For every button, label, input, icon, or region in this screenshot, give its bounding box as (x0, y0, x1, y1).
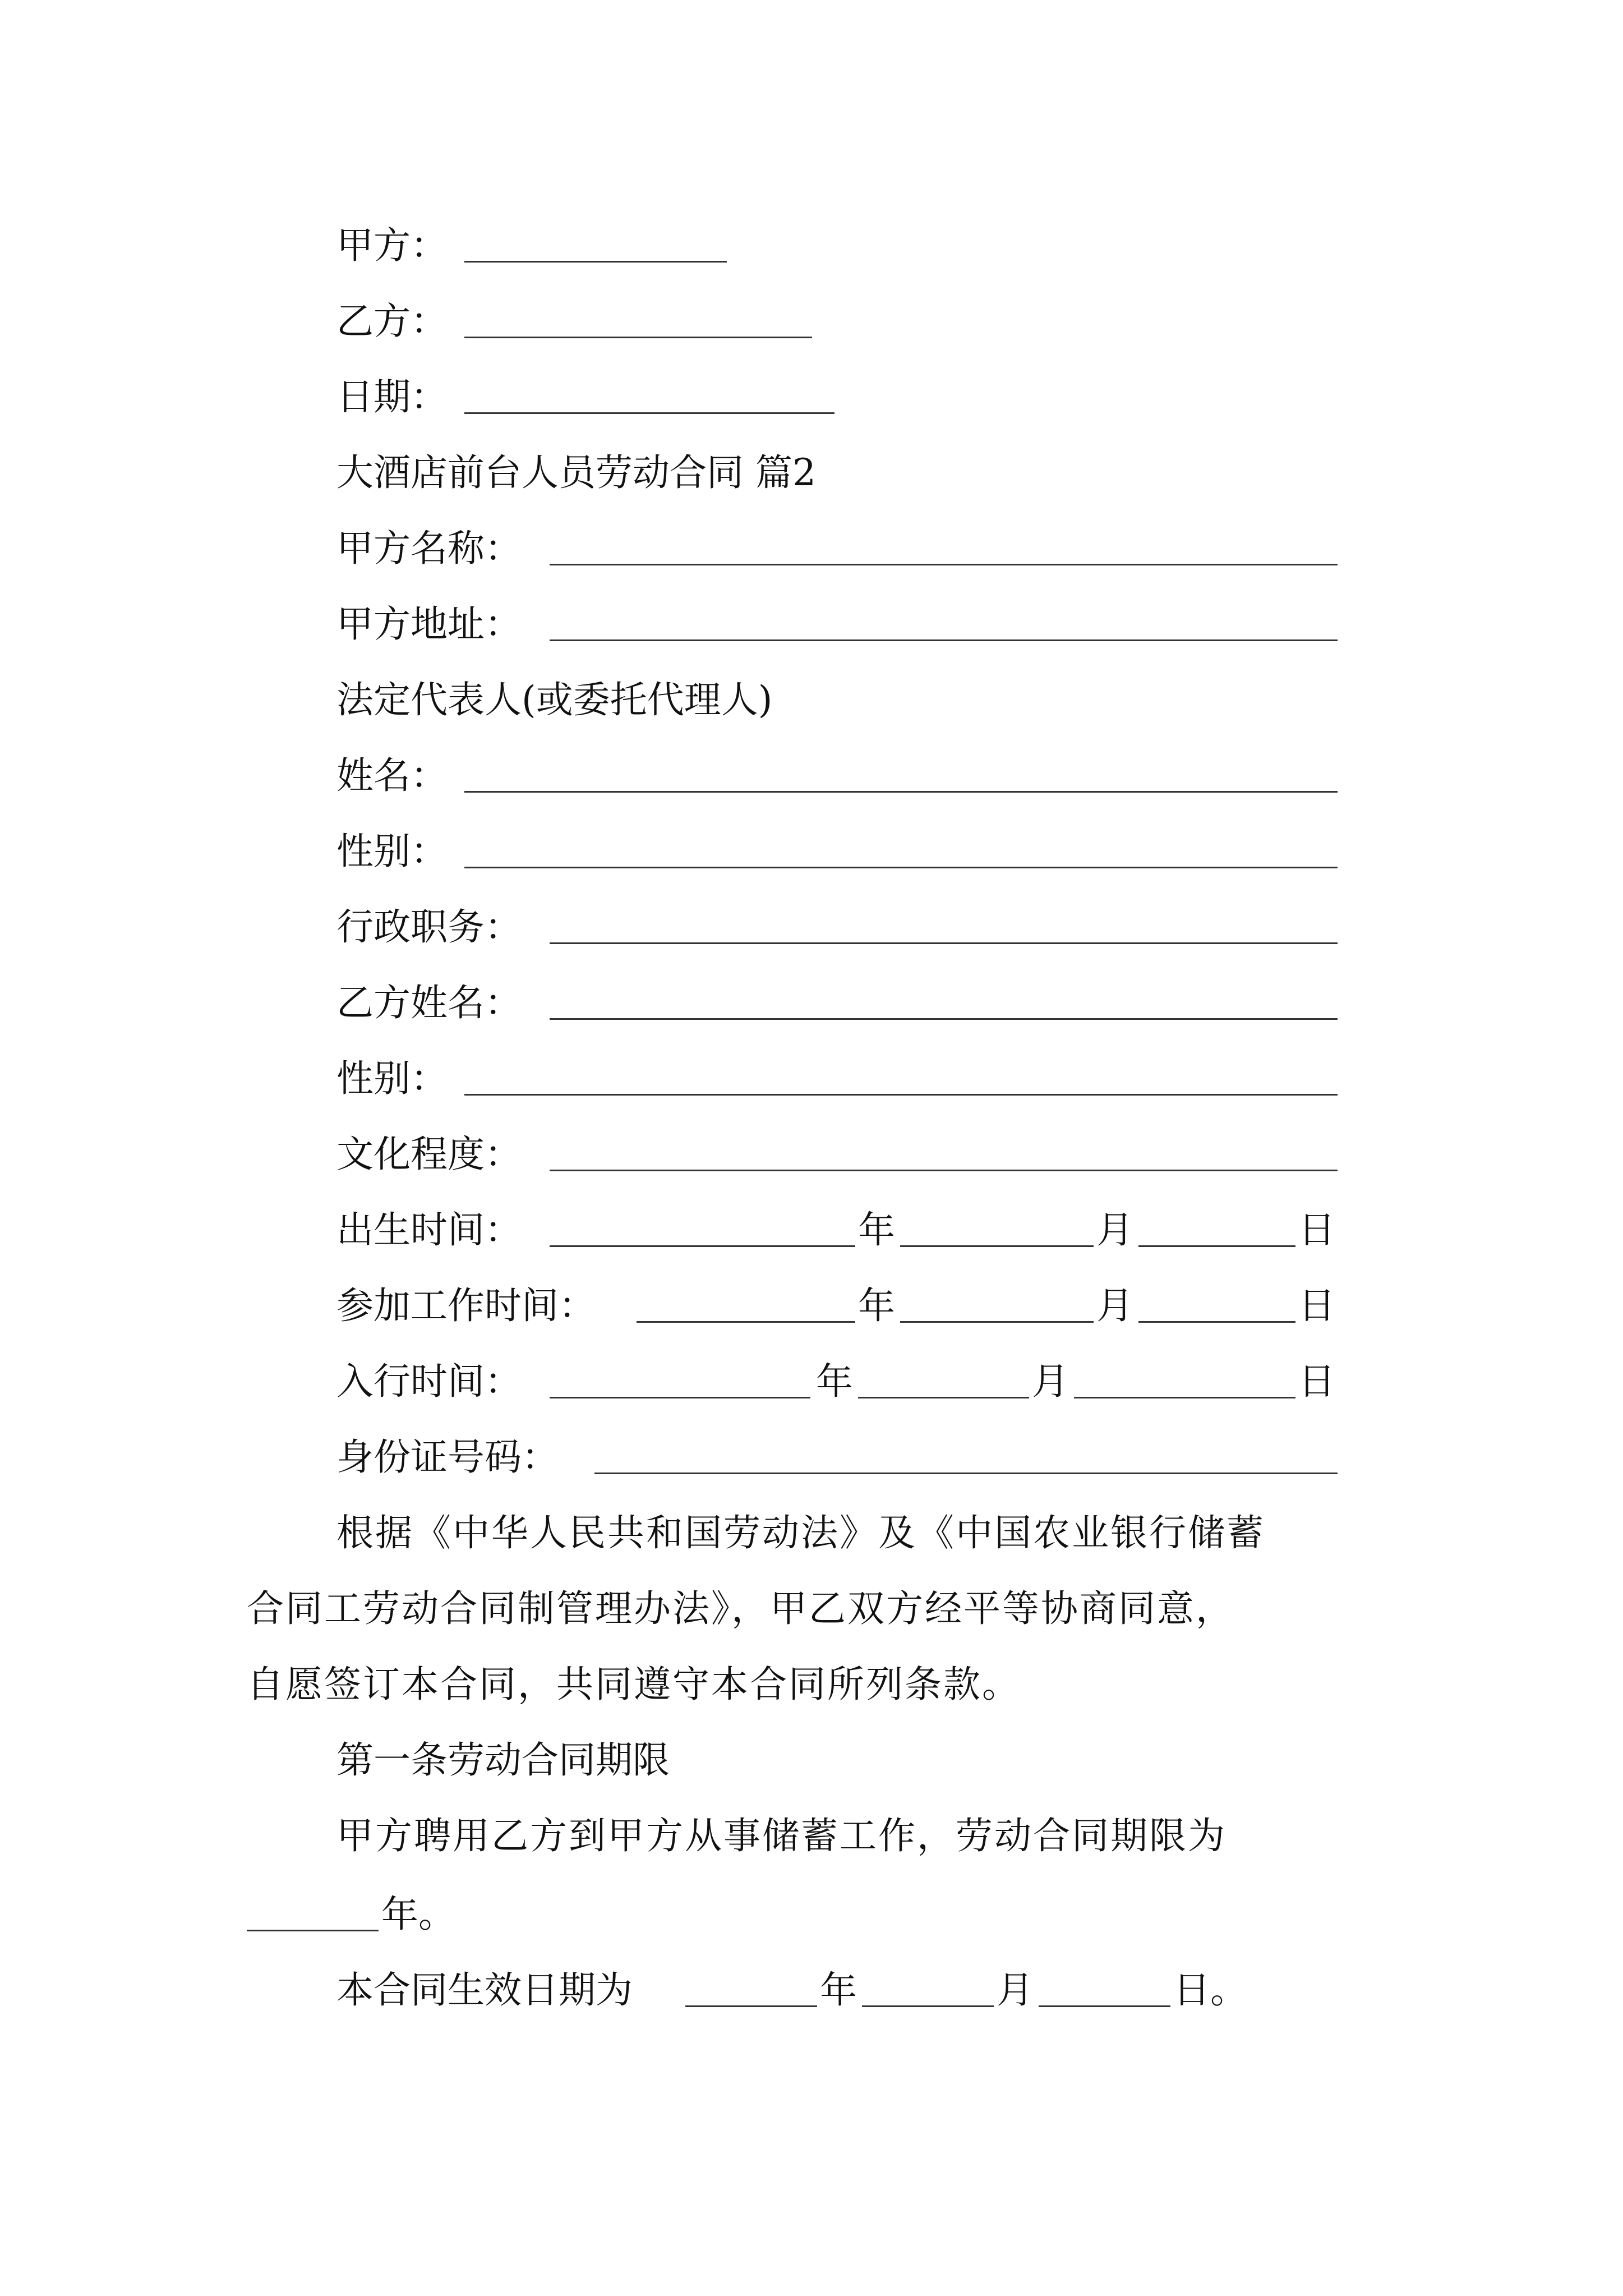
party-a-name-label: 甲方名称： (336, 527, 522, 570)
position-blank[interactable] (550, 942, 1338, 944)
education-label: 文化程度： (336, 1133, 522, 1176)
effective-month-blank[interactable] (862, 2005, 994, 2007)
party-a-address-blank[interactable] (550, 639, 1338, 641)
industry-day-unit: 日 (1298, 1360, 1335, 1403)
work-day-unit: 日 (1298, 1284, 1335, 1327)
industry-month-blank[interactable] (858, 1397, 1029, 1398)
term-years-blank[interactable] (247, 1930, 379, 1931)
party-b-gender-blank[interactable] (464, 1094, 1338, 1096)
birth-year-blank[interactable] (550, 1245, 855, 1247)
birth-time-label: 出生时间： (336, 1208, 522, 1251)
work-month-blank[interactable] (900, 1321, 1094, 1323)
education-blank[interactable] (550, 1170, 1338, 1171)
party-a-blank[interactable] (464, 261, 727, 263)
article1-title: 第一条劳动合同期限 (336, 1738, 670, 1782)
work-month-unit: 月 (1096, 1284, 1133, 1327)
industry-year-unit: 年 (816, 1360, 853, 1403)
work-year-blank[interactable] (637, 1321, 855, 1323)
birth-month-unit: 月 (1096, 1208, 1133, 1251)
party-b-name-label: 乙方姓名： (336, 981, 522, 1024)
name-label: 姓名： (336, 754, 448, 797)
party-b-gender-label: 性别： (336, 1057, 448, 1100)
body-para1-line1: 根据《中华人民共和国劳动法》及《中国农业银行储蓄 (336, 1511, 1265, 1554)
effective-year-unit: 年 (820, 1968, 857, 2012)
birth-day-blank[interactable] (1138, 1245, 1295, 1247)
industry-day-blank[interactable] (1074, 1397, 1295, 1398)
work-start-label: 参加工作时间： (336, 1284, 596, 1327)
party-a-address-label: 甲方地址： (336, 602, 522, 646)
legal-rep-label: 法定代表人(或委托代理人) (336, 678, 773, 721)
date-blank[interactable] (464, 412, 834, 414)
effective-date-label: 本合同生效日期为 (336, 1968, 633, 2012)
body-para1-line3: 自愿签订本合同，共同遵守本合同所列条款。 (247, 1663, 1021, 1706)
effective-day-unit: 日。 (1173, 1968, 1247, 2012)
effective-day-blank[interactable] (1039, 2005, 1170, 2007)
effective-year-blank[interactable] (685, 2005, 817, 2007)
date-label: 日期： (336, 375, 448, 418)
article1-line1: 甲方聘用乙方到甲方从事储蓄工作，劳动合同期限为 (336, 1814, 1227, 1857)
birth-month-blank[interactable] (900, 1245, 1094, 1247)
effective-month-unit: 月 (997, 1968, 1034, 2012)
id-number-label: 身份证号码： (336, 1435, 559, 1479)
birth-year-unit: 年 (858, 1208, 895, 1251)
industry-year-blank[interactable] (550, 1397, 810, 1398)
party-a-label: 甲方： (336, 224, 448, 267)
party-a-name-blank[interactable] (550, 564, 1338, 565)
term-years-unit: 年。 (381, 1893, 455, 1936)
position-label: 行政职务： (336, 905, 522, 949)
body-para1-line2: 合同工劳动合同制管理办法》，甲乙双方经平等协商同意， (247, 1587, 1234, 1630)
id-number-blank[interactable] (594, 1473, 1338, 1474)
industry-month-unit: 月 (1032, 1360, 1069, 1403)
birth-day-unit: 日 (1298, 1208, 1335, 1251)
industry-start-label: 入行时间： (336, 1360, 522, 1403)
work-day-blank[interactable] (1138, 1321, 1295, 1323)
gender-blank[interactable] (464, 867, 1338, 868)
party-b-label: 乙方： (336, 300, 448, 343)
party-b-blank[interactable] (464, 337, 812, 338)
contract-title: 大酒店前台人员劳动合同 篇2 (336, 451, 816, 494)
work-year-unit: 年 (858, 1284, 895, 1327)
gender-label: 性别： (336, 830, 448, 873)
party-b-name-blank[interactable] (550, 1018, 1338, 1020)
name-blank[interactable] (464, 791, 1338, 793)
